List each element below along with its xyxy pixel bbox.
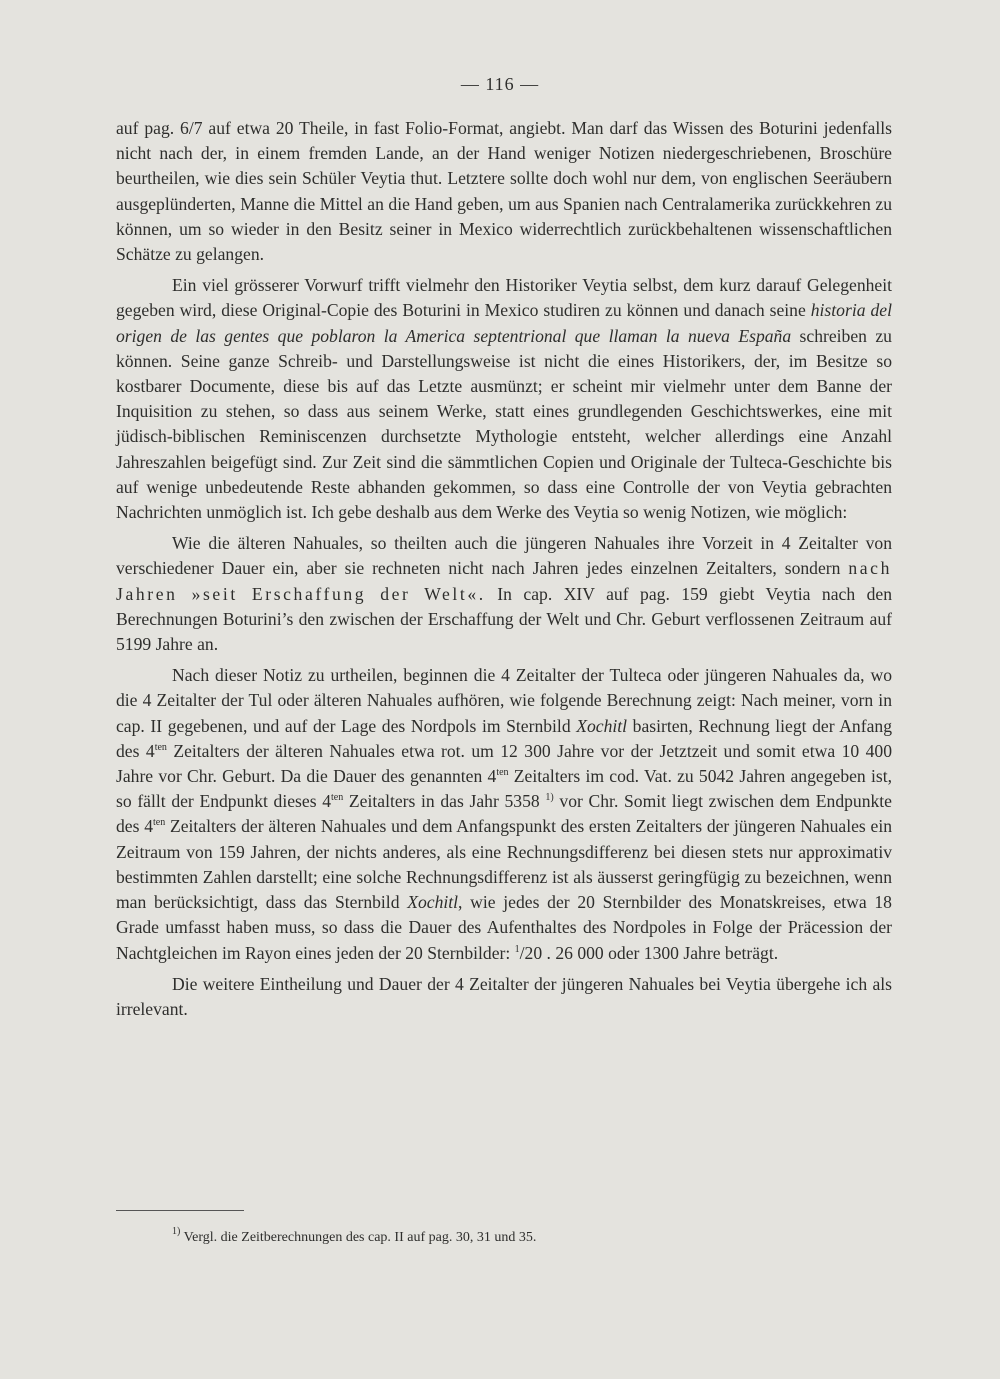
page-number: — 116 — (460, 74, 540, 94)
text-run: vor Chr. Somit liegt zwischen dem Endpunkte des 4 (116, 791, 892, 837)
footnote-divider (116, 1210, 244, 1211)
footnote-text: Vergl. die Zeitberechnungen des cap. II auf pag. 30, 31 und 35. (180, 1230, 537, 1245)
text-run: Zeitalters in das Jahr 5358 (343, 791, 546, 812)
text-run: Nach dieser Notiz zu urtheilen, beginnen die 4 Zeitalter der Tulteca oder jüngeren Nahuales da, wo die 4 Zeitalter der Tul oder älteren Nahuales aufhören, wie folgende Berechnung zeigt: Nach meiner, vorn in cap. II gegebenen, und auf der Lage des Nordpols im Sternbild (116, 665, 892, 736)
text-run: Xochitl (407, 892, 459, 913)
text-run: /20 . 26 000 oder 1300 Jahre beträgt. (519, 942, 779, 963)
paragraph-p5 (116, 972, 892, 1022)
text-run: ten (153, 817, 166, 829)
text-run: In cap. XIV auf pag. 159 giebt Veytia nach den Berechnungen Boturini’s den zwischen der Erschaffung der Welt und Chr. Geburt verflossenen Zeitraum auf 5199 Jahre an. (116, 583, 892, 655)
text-run: ten (331, 792, 344, 804)
text-run: Xochitl (576, 715, 628, 736)
footnote-marker: 1) (172, 1226, 181, 1237)
paragraph-p4 (116, 663, 892, 965)
text-run: Zeitalters der älteren Nahuales etwa rot. um 12 300 Jahre vor der Jetztzeit und somit etwa 10 400 Jahre vor Chr. Geburt. Da die Dauer des genannten 4 (116, 740, 892, 787)
text-run: 1) (545, 792, 554, 804)
text-run: ten (154, 741, 167, 753)
text-run: 1 (514, 943, 520, 955)
text-run: Zeitalters der älteren Nahuales und dem Anfangspunkt des ersten Zeitalters der jüngeren Nahuales ein Zeitraum von 159 Jahren, der nichts anderes, als eine Rechnungsdifferenz bei diesen stets nur approximativ bestimmten Zahlen darstellt; eine solche Rechnungsdifferenz ist als äusserst geringfügig zu bezeichnen, wenn man berücksichtigt, dass das Sternbild (116, 816, 893, 913)
paragraph-p2 (116, 273, 892, 525)
text-run: schreiben zu können. Seine ganze Schreib- und Darstellungsweise ist nicht die eines Historikers, der, im Besitze so kostbarer Documente, diese bis auf das Letzte ausmünzt; er scheint mir vielmehr unter dem Banne der Inquisition zu stehen, so dass aus seinem Werke, statt eines grundlegenden Geschichtswerkes, eine mit jüdisch-biblischen Reminiscenzen durchsetzte Mythologie entsteht, welcher allerdings eine Anzahl Jahreszahlen beigefügt sind. Zur Zeit sind die sämmtlichen Copien und Originale der Tulteca-Geschichte bis auf wenige unbedeutende Reste abhanden gekommen, so dass eine Controlle der von Veytia gebrachten Nachrichten unmöglich ist. Ich gebe deshalb aus dem Werke des Veytia so wenig Notizen, wie möglich: (116, 325, 892, 523)
text-run: ten (496, 767, 509, 779)
text-run: auf pag. 6/7 auf etwa 20 Theile, in fast Folio-Format, angiebt. Man darf das Wissen des Boturini jedenfalls nicht nach der, in einem fremden Lande, an der Hand weniger Notizen niedergeschriebenen, Broschüre beurtheilen, wie dies sein Schüler Veytia thut. Letztere sollte doch wohl nur dem, von englischen Seeräubern ausgeplünderten, Manne die Mittel an die Hand geben, um aus Spanien nach Centralamerika zurückkehren zu können, um so wieder in den Besitz seiner in Mexico widerrechtlich zurückbehaltenen wissenschaftlichen Schätze zu gelangen. (116, 118, 892, 265)
text-run: nach Jahren »seit Erschaffung der Welt«. (116, 558, 892, 604)
text-run: Die weitere Eintheilung und Dauer der 4 Zeitalter der jüngeren Nahuales bei Veytia übergehe ich als irrelevant. (116, 973, 892, 1019)
text-run: Zeitalters im cod. Vat. zu 5042 Jahren angegeben ist, so fällt der Endpunkt dieses 4 (116, 766, 892, 812)
text-run: Ein viel grösserer Vorwurf trifft vielmehr den Historiker Veytia selbst, dem kurz darauf Gelegenheit gegeben wird, diese Original-Copie des Boturini in Mexico studiren zu können und danach seine (116, 275, 892, 321)
text-run: basirten, Rechnung liegt der Anfang des 4 (116, 715, 892, 761)
body-text (116, 116, 892, 1028)
paragraph-p1 (116, 116, 892, 267)
footnote (172, 1226, 892, 1247)
text-run: historia del origen de las gentes que poblaron la America septentrional que llaman la nueva España (116, 300, 892, 346)
text-run: Wie die älteren Nahuales, so theilten auch die jüngeren Nahuales ihre Vorzeit in 4 Zeitalter von verschiedener Dauer ein, aber sie rechneten nicht nach Jahren jedes einzelnen Zeitalters, sondern (116, 533, 892, 579)
paragraph-p3 (116, 531, 892, 657)
text-run: , wie jedes der 20 Sternbilder des Monatskreises, etwa 18 Grade umfasst haben muss, so dass die Dauer des Aufenthaltes des Nordpoles in Folge der Präcession der Nachtgleichen im Rayon eines jeden der 20 Sternbilder: (116, 892, 892, 963)
